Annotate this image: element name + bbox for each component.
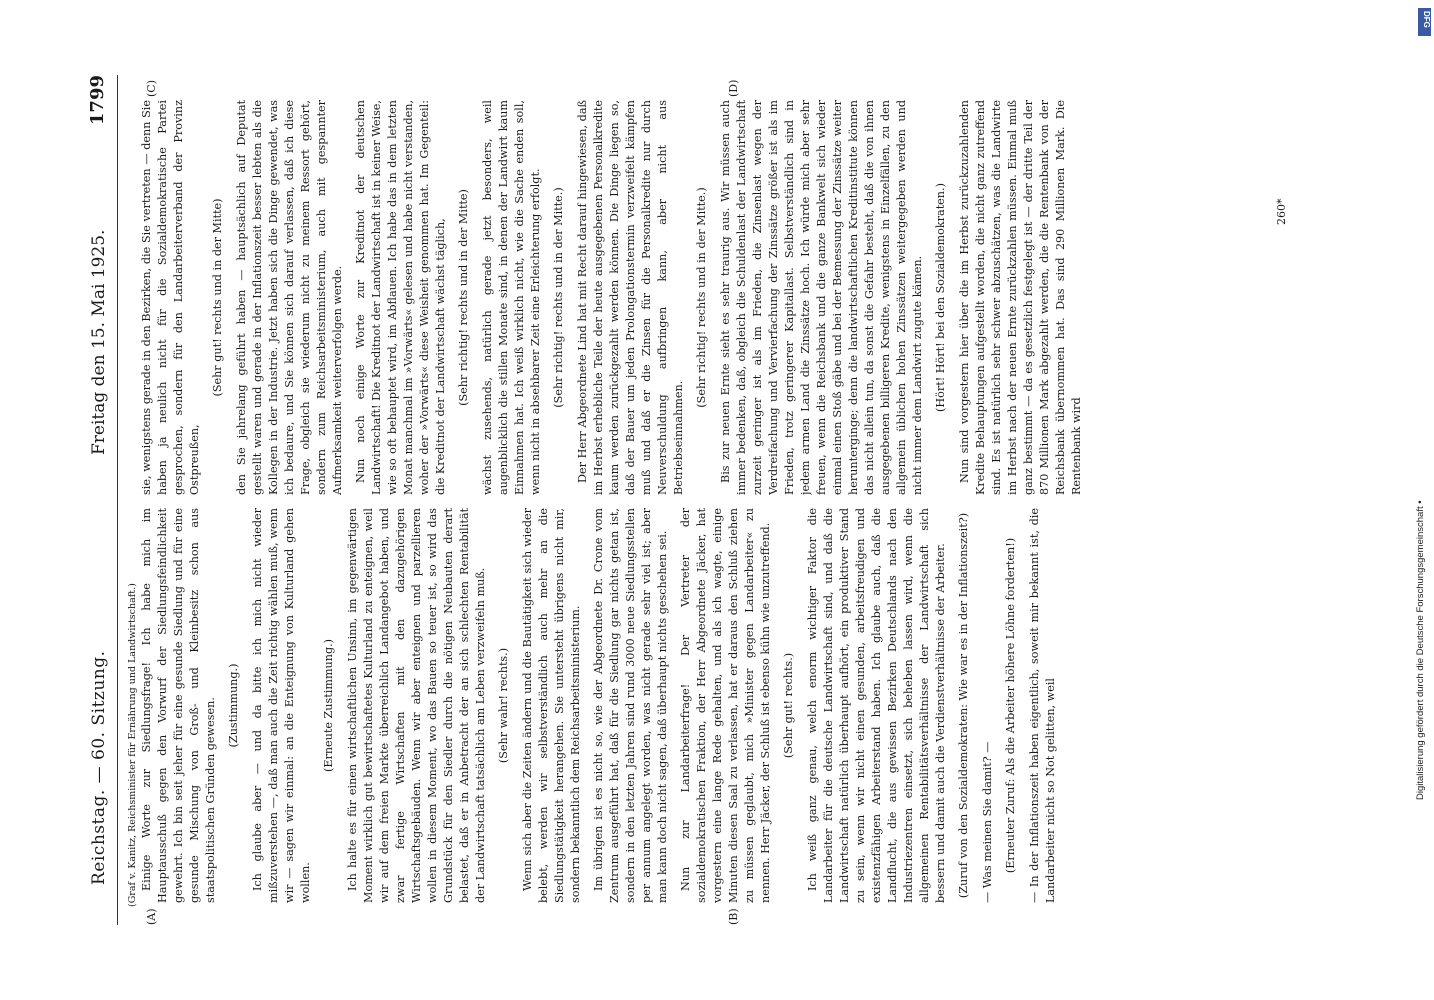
left-paragraph-5: Im übrigen ist es nicht so, wie der Abgeordnete Dr. Crone vom Zentrum ausgeführt hat, daß für die Siedlung gar nichts getan ist, sondern in den letzten Jahren sind rund 3000 neue Siedlungsstellen per annum angelegt worden, was nicht gerade sehr viel ist; aber man kann doch nicht sagen, daß überhaupt nichts geschehen sei.: [592, 508, 669, 903]
left-remark-2: (Erneute Zustimmung.): [322, 638, 335, 773]
margin-marker-a: (A): [145, 908, 158, 925]
right-paragraph-7: Nun sind vorgestern hier über die im Herbst zurückzuzahlenden Kredite Behauptungen aufgestellt worden, die nicht ganz zutreffend sind. Es ist natürlich sehr schwer abzuschätzen, was die Landwirte im Herbst nach der neuen Ernte zurückzahlen müssen. Einmal muß ganz bestimmt — da es gesetzlich festgelegt ist — der dritte Teil der 870 Millionen Mark abgezahlt werden, die die Rentenbank von der Reichsbank übernommen hat. Das sind 290 Millionen Mark. Die Rentenbank wird: [958, 100, 1083, 495]
dfg-logo: [1418, 8, 1431, 36]
left-paragraph-8: — Was meinen Sie damit? —: [981, 741, 994, 903]
right-paragraph-1: sie, wenigstens gerade in den Bezirken, die Sie vertreten — denn Sie haben ja neulich nicht für die Sozialdemokratische Partei gesprochen, sondern für den Landarbeiterverband der Provinz Ostpreußen,: [140, 100, 201, 495]
left-paragraph-9: — In der Inflationszeit haben eigentlich, soweit mir bekannt ist, die Landarbeiter nicht so Not gelitten, weil: [1028, 508, 1057, 903]
left-remark-1: (Zustimmung.): [227, 663, 240, 748]
speaker-line: (Graf v. Kanitz, Reichsminister für Ernährung und Landwirtschaft.): [127, 583, 138, 907]
right-paragraph-3: Nun noch einige Worte zur Kreditnot der deutschen Landwirtschaft! Die Kreditnot der Landwirtschaft ist in keiner Weise, wie so oft behauptet wird, im Abflauen. Ich habe das in dem letzten Monat manchmal im »Vorwärts« gelesen und habe nicht verstanden, woher der »Vorwärts« diese Weisheit genommen hat. Im Gegenteil: die Kreditnot der Landwirtschaft wächst täglich,: [354, 100, 447, 495]
left-column: [139, 508, 1289, 903]
left-paragraph-2: Ich glaube aber — und da bitte ich mich nicht wieder mißzuverstehen —, daß man auch die Zeit richtig wählen muß, wenn wir — sagen wir einmal: an die Enteignung von Kulturland gehen wollen.: [251, 508, 312, 903]
left-paragraph-4: Wenn sich aber die Zeiten ändern und die Bautätigkeit sich wieder belebt, werden wir selbstverständlich auch mehr an die Siedlungstätigkeit herangehen. Sie untersteht übrigens nicht mir, sondern bekanntlich dem Reichsarbeitsministerium.: [521, 508, 582, 903]
right-remark-5: (Hört! Hört! bei den Sozialdemokraten.): [934, 183, 947, 412]
left-paragraph-7: Ich weiß ganz genau, welch enorm wichtiger Faktor die Landarbeiter für die deutsche Landwirtschaft sind, und daß die Landwirtschaft natürlich überhaupt aufhört, ein produktiver Stand zu sein, wenn wir nicht einen gesunden, arbeitsfreudigen und existenzfähigen Arbeiterstand haben. Ich glaube auch, daß die Landflucht, die aus gewissen Bezirken Deutschlands nach den Industriezentren einsetzt, sich beheben lassen wird, wenn die allgemeinen Rentabilitätsverhältnisse der Landwirtschaft sich bessern und damit auch die Verdienstverhältnisse der Arbeiter.: [806, 508, 947, 903]
margin-marker-d: (D): [727, 79, 740, 97]
left-paragraph-6: Nun zur Landarbeiterfrage! Der Vertreter der sozialdemokratischen Fraktion, der Herr Abgeordnete Jäcker, hat vorgestern eine lange Rede gehalten, und als ich wagte, einige Minuten diesen Saal zu verlassen, hat er daraus den Schluß ziehen zu müssen geglaubt, mich »Minister gegen Landarbeiter« zu nennen. Herr Jäcker, der Schluß ist ebenso kühn wie unzutreffend.: [679, 508, 772, 903]
right-remark-4: (Sehr richtig! rechts und in der Mitte.): [695, 187, 708, 408]
right-column: [139, 100, 1289, 495]
right-paragraph-6: Bis zur neuen Ernte sieht es sehr traurig aus. Wir müssen auch immer bedenken, daß, obgleich die Schuldenlast der Landwirtschaft zurzeit geringer ist als im Frieden, die Zinsenlast wegen der Verdreifachung und Vervierfachung der Zinssätze größer ist als im Frieden, trotz geringerer Kapitallast. Selbstverständlich sind in jedem armen Land die Zinssätze hoch. Ich würde mich aber sehr freuen, wenn die Reichsbank und die ganze Bankwelt sich wieder einmal einen Stoß gäbe und bei der Bemessung der Zinssätze weiter herunterginge; denn die landwirtschaftlichen Kreditinstitute können das nicht allein tun, da sonst die Gefahr besteht, daß die von ihnen ausgegebenen billigeren Kredite, wenigstens in Einzelfällen, zu den allgemein üblichen hohen Zinssätzen weitergegeben werden und nicht immer dem Landwirt zugute kämen.: [719, 100, 924, 495]
right-paragraph-5: Der Herr Abgeordnete Lind hat mit Recht darauf hingewiesen, daß im Herbst erhebliche Teile der heute ausgegebenen Personalkredite kaum werden zurückgezahlt werden können. Die Dinge liegen so, daß der Bauer um jeden Prolongationstermin verzweifelt kämpfen muß und daß er die Zinsen für die Personalkredite nur durch Neuverschuldung aufbringen kann, aber nicht aus Betriebseinnahmen.: [576, 100, 685, 495]
digitization-credit: Digitalisierung gefördert durch die Deutsche Forschungsgemeinschaft •: [1415, 500, 1426, 800]
header-right: Freitag den 15. Mai 1925.: [89, 229, 109, 455]
page-number: 1799: [87, 75, 108, 126]
right-paragraph-2: den Sie jahrelang geführt haben — hauptsächlich auf Deputat gestellt waren und gerade in der Inflationszeit besser lebten als die Kollegen in der Industrie. Jetzt haben sich die Dinge gewendet, was ich bedaure, und Sie können sich darauf verlassen, daß ich diese Frage, obgleich sie wiederum nicht zu meinem Ressort gehört, sondern zum Reichsarbeitsministerium, auch mit gespannter Aufmerksamkeit weiterverfolgen werde.: [235, 100, 344, 495]
left-remark-6: (Erneuter Zuruf: Als die Arbeiter höhere Löhne forderten!): [1004, 537, 1017, 874]
signature-number: 260*: [1275, 198, 1288, 225]
rotated-page: [87, 75, 1307, 925]
left-paragraph-3: Ich halte es für einen wirtschaftlichen Unsinn, im gegenwärtigen Moment wirklich gut bewirtschaftetes Kulturland zu enteignen, weil wir auf dem freien Markte überreichlich Landangebot haben, und zwar fertige Wirtschaften mit den dazugehörigen Wirtschaftsgebäuden. Wenn wir aber enteignen und parzellieren wollen in diesem Moment, wo das Bauen so teuer ist, so wird das Grundstück für den Siedler durch die nötigen Neubauten derart belastet, daß er in Anbetracht der an sich schlechten Rentabilität der Landwirtschaft tatsächlich am Leben verzweifeln muß.: [346, 508, 487, 903]
right-remark-1: (Sehr gut! rechts und in der Mitte): [211, 198, 224, 397]
right-remark-3: (Sehr richtig! rechts und in der Mitte.): [552, 187, 565, 408]
left-remark-3: (Sehr wahr! rechts.): [497, 647, 510, 764]
left-paragraph-1: Einige Worte zur Siedlungsfrage! Ich habe mich im Hauptausschuß gegen den Vorwurf der Siedlungsfeindlichkeit gewehrt. Ich bin seit jeher für eine gesunde Siedlung und für eine gesunde Mischung von Groß- und Kleinbesitz schon aus staatspolitischen Gründen gewesen.: [140, 508, 217, 903]
page-header: [87, 75, 118, 925]
margin-marker-c: (C): [145, 80, 158, 97]
dfg-logo-text: DFG: [1422, 11, 1431, 28]
right-remark-2: (Sehr richtig! rechts und in der Mitte): [457, 189, 470, 406]
left-remark-5: (Zuruf von den Sozialdemokraten: Wie war es in der Inflationszeit?): [957, 512, 970, 899]
right-paragraph-4: wächst zusehends, natürlich gerade jetzt besonders, weil augenblicklich die stillen Monate sind, in denen der Landwirt kaum Einnahmen hat. Ich weiß wirklich nicht, wie die Sache enden soll, wenn nicht in absehbarer Zeit eine Erleichterung erfolgt.: [481, 100, 542, 495]
header-left: Reichstag. — 60. Sitzung.: [89, 650, 109, 885]
left-remark-4: (Sehr gut! rechts.): [782, 652, 795, 759]
margin-marker-b: (B): [727, 908, 740, 925]
digitization-sidebar: [1415, 0, 1434, 1000]
